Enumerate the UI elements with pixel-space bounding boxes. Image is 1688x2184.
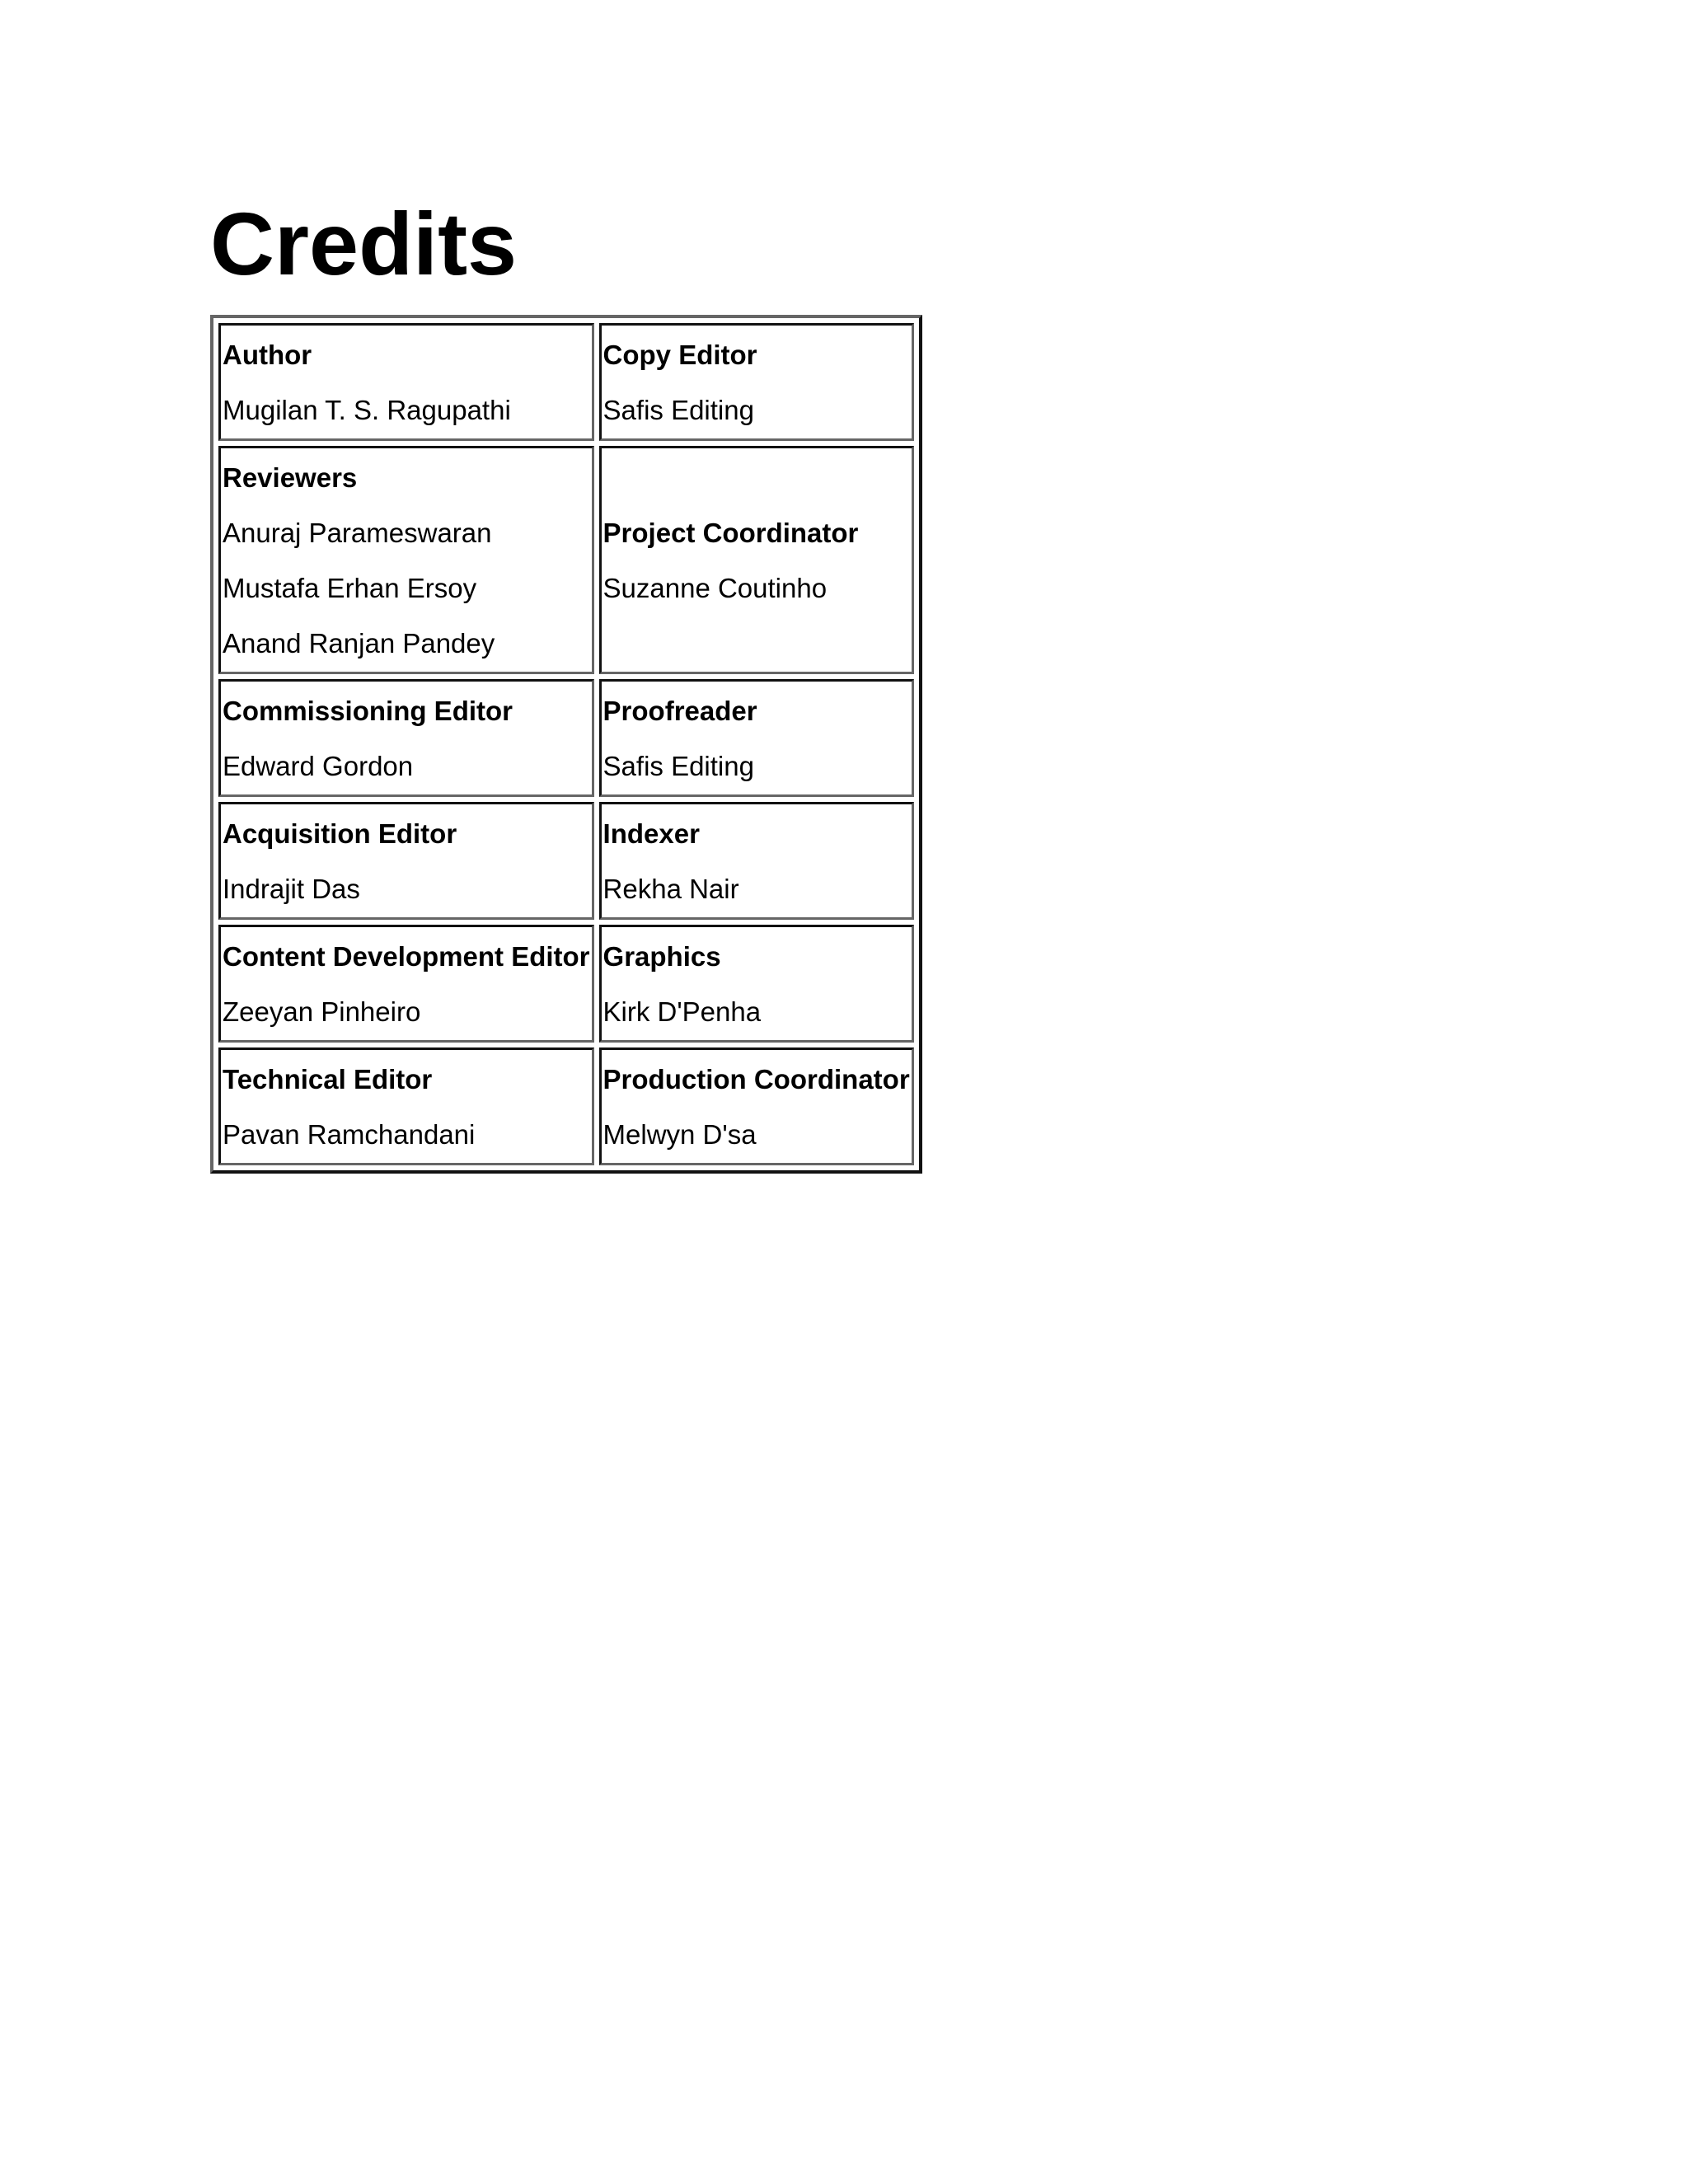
credit-name: Mustafa Erhan Ersoy — [223, 573, 477, 603]
credit-cell — [599, 323, 914, 441]
credits-row — [218, 446, 914, 674]
credit-cell — [599, 802, 914, 920]
credit-name: Zeeyan Pinheiro — [223, 996, 421, 1027]
credit-role: Copy Editor — [603, 340, 757, 370]
credit-cell — [218, 323, 594, 441]
credit-role: Author — [223, 340, 312, 370]
credit-name: Melwyn D'sa — [603, 1119, 757, 1150]
credit-role: Reviewers — [223, 462, 358, 493]
credit-role: Acquisition Editor — [223, 818, 457, 849]
credits-row — [218, 679, 914, 797]
credit-cell — [599, 679, 914, 797]
credit-name: Anuraj Parameswaran — [223, 518, 492, 548]
credits-table — [210, 315, 922, 1174]
credits-row — [218, 802, 914, 920]
credit-name: Rekha Nair — [603, 874, 739, 904]
credit-name: Suzanne Coutinho — [603, 573, 828, 603]
credit-cell — [599, 446, 914, 674]
credit-role: Production Coordinator — [603, 1064, 910, 1094]
credit-name: Safis Editing — [603, 395, 754, 425]
credit-role: Proofreader — [603, 696, 757, 726]
credit-role: Indexer — [603, 818, 700, 849]
credit-name: Indrajit Das — [223, 874, 360, 904]
credit-cell — [599, 1047, 914, 1165]
credit-cell — [218, 925, 594, 1043]
page-title: Credits — [210, 194, 518, 293]
credit-name: Anand Ranjan Pandey — [223, 628, 495, 658]
credit-name: Edward Gordon — [223, 751, 414, 781]
credit-name: Mugilan T. S. Ragupathi — [223, 395, 511, 425]
credit-role: Project Coordinator — [603, 518, 859, 548]
credits-row — [218, 925, 914, 1043]
credit-cell — [218, 679, 594, 797]
credit-cell — [218, 1047, 594, 1165]
document-page — [210, 194, 922, 1174]
credit-name: Pavan Ramchandani — [223, 1119, 476, 1150]
credit-name: Kirk D'Penha — [603, 996, 762, 1027]
credit-role: Commissioning Editor — [223, 696, 513, 726]
credit-cell — [599, 925, 914, 1043]
credit-role: Graphics — [603, 941, 721, 972]
credit-role: Content Development Editor — [223, 941, 590, 972]
credits-row — [218, 1047, 914, 1165]
credits-row — [218, 323, 914, 441]
credit-role: Technical Editor — [223, 1064, 433, 1094]
credit-name: Safis Editing — [603, 751, 754, 781]
credit-cell — [218, 446, 594, 674]
credit-cell — [218, 802, 594, 920]
